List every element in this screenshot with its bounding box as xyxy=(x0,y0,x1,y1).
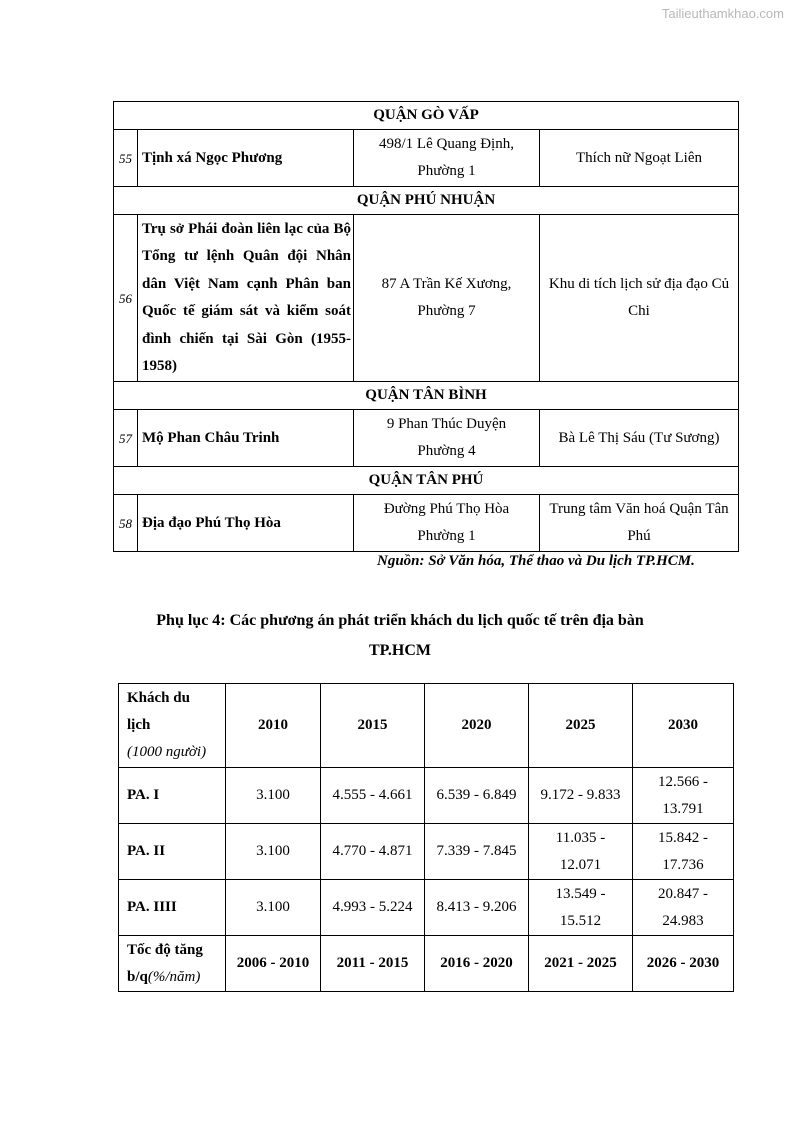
address-line: 498/1 Lê Quang Định, xyxy=(379,136,514,152)
org-line: Chi xyxy=(628,303,650,319)
cell-line: 15.512 xyxy=(559,912,602,929)
cell-line: 12.071 xyxy=(559,856,602,873)
row-number: 55 xyxy=(114,130,138,187)
period-cell: 2011 - 2015 xyxy=(321,936,425,992)
label-line: Khách du xyxy=(127,690,190,706)
header-label xyxy=(119,684,226,768)
org-line: Thích nữ Ngoạt Liên xyxy=(575,149,702,166)
growth-rate-label xyxy=(119,936,226,992)
address-line: Phường 7 xyxy=(417,303,476,319)
scenario-label: PA. IIII xyxy=(119,880,226,936)
period-cell: 2016 - 2020 xyxy=(425,936,529,992)
table-cell: 7.339 - 7.845 xyxy=(425,824,529,880)
cell-line: 24.983 xyxy=(662,912,704,929)
managing-organization xyxy=(540,495,739,552)
watermark: Tailieuthamkhao.com xyxy=(661,6,784,21)
table-row xyxy=(114,215,739,382)
table-row xyxy=(119,824,734,880)
cell-line: 20.847 - xyxy=(658,885,708,902)
managing-organization xyxy=(540,130,739,187)
year-header: 2020 xyxy=(425,684,529,768)
site-address xyxy=(354,410,540,467)
label-unit: (1000 người) xyxy=(127,744,207,760)
table-row xyxy=(119,768,734,824)
table-cell xyxy=(633,880,734,936)
table-cell: 8.413 - 9.206 xyxy=(425,880,529,936)
row-number: 57 xyxy=(114,410,138,467)
growth-rate-row xyxy=(119,936,734,992)
period-cell: 2006 - 2010 xyxy=(226,936,321,992)
table-cell: 4.555 - 4.661 xyxy=(321,768,425,824)
period-cell: 2021 - 2025 xyxy=(529,936,633,992)
table-row xyxy=(119,880,734,936)
org-line: Trung tâm Văn hoá Quận Tân xyxy=(549,501,729,517)
site-address xyxy=(354,215,540,382)
table-cell: 6.539 - 6.849 xyxy=(425,768,529,824)
table-cell xyxy=(529,824,633,880)
table-cell: 3.100 xyxy=(226,768,321,824)
region-row xyxy=(114,187,739,215)
site-name: Tịnh xá Ngọc Phương xyxy=(138,130,354,187)
header-row xyxy=(119,684,734,768)
row-number: 56 xyxy=(114,215,138,382)
region-row xyxy=(114,382,739,410)
org-line: Khu di tích lịch sử địa đạo Củ xyxy=(548,276,730,292)
label-line: Tốc độ tăng xyxy=(127,941,203,958)
forecast-table xyxy=(118,683,734,992)
source-note: Nguồn: Sở Văn hóa, Thể thao và Du lịch TP.HCM. xyxy=(377,553,695,569)
scenario-label: PA. I xyxy=(119,768,226,824)
year-header: 2010 xyxy=(226,684,321,768)
table-cell: 4.993 - 5.224 xyxy=(321,880,425,936)
address-line: 9 Phan Thúc Duyện xyxy=(386,416,507,432)
label-unit: (%/năm) xyxy=(147,968,201,985)
site-name: Trụ sở Phái đoàn liên lạc của Bộ Tổng tư lệnh Quân đội Nhân dân Việt Nam cạnh Phân ban Quốc tế giám sát và kiểm soát đình chiến tại Sài Gòn (1955-1958) xyxy=(138,215,354,382)
table-cell: 9.172 - 9.833 xyxy=(529,768,633,824)
org-line: Bà Lê Thị Sáu (Tư Sương) xyxy=(558,429,720,446)
row-number: 58 xyxy=(114,495,138,552)
site-name: Mộ Phan Châu Trinh xyxy=(138,410,354,467)
site-address xyxy=(354,130,540,187)
region-name: QUẬN PHÚ NHUẬN xyxy=(114,187,739,215)
appendix-title-line-2: TP.HCM xyxy=(368,642,432,659)
table-cell: 4.770 - 4.871 xyxy=(321,824,425,880)
address-line: Phường 4 xyxy=(417,443,476,459)
address-line: 87 A Trần Kế Xương, xyxy=(381,276,512,292)
table-cell: 3.100 xyxy=(226,880,321,936)
table-cell: 3.100 xyxy=(226,824,321,880)
cell-line: 12.566 - xyxy=(658,773,708,790)
period-cell: 2026 - 2030 xyxy=(633,936,734,992)
cell-line: 17.736 xyxy=(662,856,704,873)
label-line: lịch xyxy=(127,717,151,733)
cell-line: 15.842 - xyxy=(658,829,708,846)
year-header: 2025 xyxy=(529,684,633,768)
site-address xyxy=(354,495,540,552)
address-line: Phường 1 xyxy=(417,163,476,179)
cell-line: 11.035 - xyxy=(555,829,606,846)
cell-line: 13.549 - xyxy=(555,885,606,902)
label-line: b/q xyxy=(127,968,148,985)
table-row xyxy=(114,130,739,187)
table-cell xyxy=(633,768,734,824)
managing-organization xyxy=(540,215,739,382)
table-row xyxy=(114,495,739,552)
cell-line: 13.791 xyxy=(662,800,704,817)
table-cell xyxy=(529,880,633,936)
region-name: QUẬN TÂN BÌNH xyxy=(114,382,739,410)
region-row xyxy=(114,467,739,495)
region-row xyxy=(114,102,739,130)
address-line: Đường Phú Thọ Hòa xyxy=(383,501,510,517)
scenario-label: PA. II xyxy=(119,824,226,880)
region-name: QUẬN TÂN PHÚ xyxy=(114,467,739,495)
heritage-sites-table xyxy=(113,101,739,552)
table-row xyxy=(114,410,739,467)
org-line: Phú xyxy=(627,528,651,544)
site-name: Địa đạo Phú Thọ Hòa xyxy=(138,495,354,552)
address-line: Phường 1 xyxy=(417,528,476,544)
managing-organization xyxy=(540,410,739,467)
region-name: QUẬN GÒ VẤP xyxy=(114,102,739,130)
table-cell xyxy=(633,824,734,880)
appendix-title: Phụ lục 4: Các phương án phát triển khách du lịch quốc tế trên địa bàn xyxy=(156,612,644,629)
year-header: 2030 xyxy=(633,684,734,768)
year-header: 2015 xyxy=(321,684,425,768)
